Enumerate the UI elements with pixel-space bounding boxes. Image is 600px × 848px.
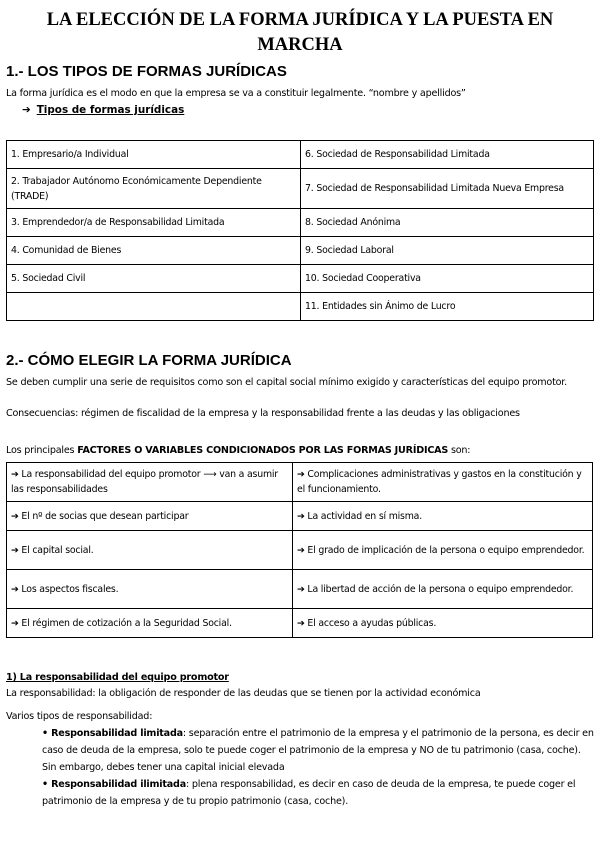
factor-row <box>7 463 593 502</box>
factor-row-cell: ➔ La actividad en sí misma. <box>293 502 593 531</box>
legal-form-row-cell <box>7 293 301 321</box>
legal-form-row <box>7 293 594 321</box>
legal-form-row-cell: 5. Sociedad Civil <box>7 265 301 293</box>
section-2-heading: 2.- CÓMO ELEGIR LA FORMA JURÍDICA <box>6 352 292 369</box>
factor-row <box>7 570 593 609</box>
legal-form-row <box>7 209 594 237</box>
bullet-unlimited <box>42 776 594 810</box>
legal-form-row-cell: 11. Entidades sin Ánimo de Lucro <box>301 293 594 321</box>
responsibility-definition: La responsabilidad: la obligación de responder de las deudas que se tienen por la actividad económica <box>6 688 481 699</box>
factor-row-cell: ➔ El régimen de cotización a la Seguridad Social. <box>7 609 293 638</box>
legal-form-row <box>7 169 594 209</box>
factor-row-cell: ➔ El grado de implicación de la persona o equipo emprendedor. <box>293 531 593 570</box>
factor-row-cell: ➔ El nº de socias que desean participar <box>7 502 293 531</box>
factor-row-cell: ➔ Complicaciones administrativas y gastos en la constitución y el funcionamiento. <box>293 463 593 502</box>
bullet-limited-label: • Responsabilidad limitada <box>42 728 183 739</box>
section-2-paragraph-1: Se deben cumplir una serie de requisitos como son el capital social mínimo exigido y características del equipo promotor. <box>6 377 568 388</box>
factors-intro-pre: Los principales <box>6 445 78 456</box>
responsibility-bullets <box>42 725 594 810</box>
legal-form-row-cell: 9. Sociedad Laboral <box>301 237 594 265</box>
legal-form-row-cell: 2. Trabajador Autónomo Económicamente Dependiente (TRADE) <box>7 169 301 209</box>
document-title <box>0 8 600 58</box>
factor-row-cell: ➔ El acceso a ayudas públicas. <box>293 609 593 638</box>
legal-form-row <box>7 237 594 265</box>
factors-intro-bold: FACTORES O VARIABLES CONDICIONADOS POR LAS FORMAS JURÍDICAS <box>77 445 449 456</box>
factor-row <box>7 609 593 638</box>
legal-form-row <box>7 141 594 169</box>
bullet-limited <box>42 725 594 776</box>
responsibility-types-intro: Varios tipos de responsabilidad: <box>6 711 153 722</box>
bullet-limited-text: : separación entre el patrimonio de la empresa y el patrimonio de la persona, es decir en caso de deuda de la empresa, solo te puede coger el patrimonio de la empresa y NO de tu patrimonio (casa, coche). Sin embargo, debes tener una capital inicial elevada <box>42 728 594 773</box>
factor-row <box>7 502 593 531</box>
factor-row-cell: ➔ La responsabilidad del equipo promotor ⟶ van a asumir las responsabilidades <box>7 463 293 502</box>
factor-row-cell: ➔ Los aspectos fiscales. <box>7 570 293 609</box>
arrow-icon: ➔ <box>22 104 31 116</box>
bullet-unlimited-text: : plena responsabilidad, es decir en caso de deuda de la empresa, te puede coger el patrimonio de la empresa y de tu propio patrimonio (casa, coche). <box>42 779 576 807</box>
legal-form-row-cell: 3. Emprendedor/a de Responsabilidad Limitada <box>7 209 301 237</box>
section-1-intro: La forma jurídica es el modo en que la empresa se va a constituir legalmente. “nombre y apellidos” <box>6 88 466 99</box>
legal-form-row-cell: 4. Comunidad de Bienes <box>7 237 301 265</box>
title-line-1: LA ELECCIÓN DE LA FORMA JURÍDICA Y LA PUESTA EN <box>46 10 554 30</box>
factor-row-cell: ➔ La libertad de acción de la persona o equipo emprendedor. <box>293 570 593 609</box>
legal-forms-table <box>6 140 594 321</box>
bullet-unlimited-label: • Responsabilidad ilimitada <box>42 779 186 790</box>
section-1-heading: 1.- LOS TIPOS DE FORMAS JURÍDICAS <box>6 63 287 80</box>
legal-form-row-cell: 8. Sociedad Anónima <box>301 209 594 237</box>
title-line-2: MARCHA <box>257 35 343 55</box>
legal-form-row-cell: 1. Empresario/a Individual <box>7 141 301 169</box>
legal-form-row-cell: 10. Sociedad Cooperativa <box>301 265 594 293</box>
forms-subheading <box>22 104 184 116</box>
section-2-paragraph-2: Consecuencias: régimen de fiscalidad de la empresa y la responsabilidad frente a las deudas y las obligaciones <box>6 408 520 419</box>
factors-intro <box>6 445 470 456</box>
factor-row <box>7 531 593 570</box>
factors-intro-post: son: <box>448 445 471 456</box>
forms-subheading-label: Tipos de formas jurídicas <box>36 104 185 116</box>
responsibility-heading: 1) La responsabilidad del equipo promotor <box>6 672 229 683</box>
factors-table <box>6 462 593 638</box>
factor-row-cell: ➔ El capital social. <box>7 531 293 570</box>
legal-form-row <box>7 265 594 293</box>
legal-form-row-cell: 6. Sociedad de Responsabilidad Limitada <box>301 141 594 169</box>
legal-form-row-cell: 7. Sociedad de Responsabilidad Limitada Nueva Empresa <box>301 169 594 209</box>
